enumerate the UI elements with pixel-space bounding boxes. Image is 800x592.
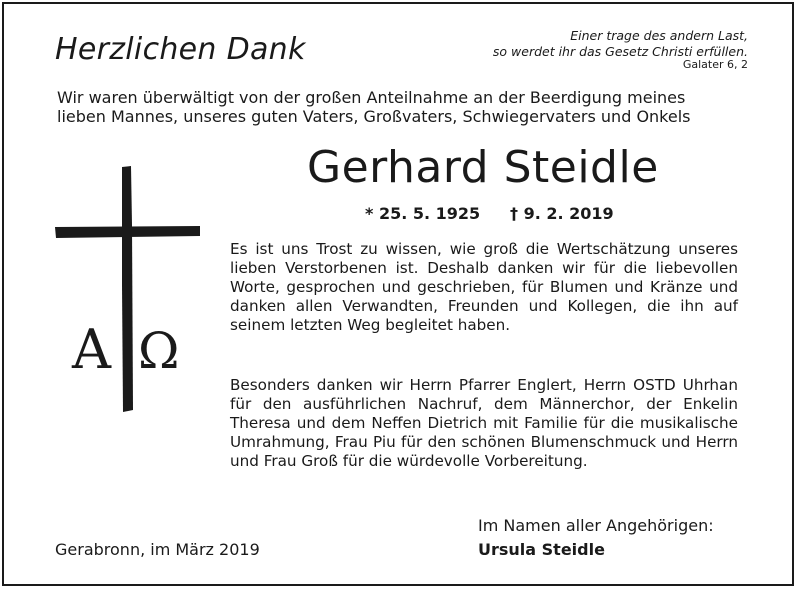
omega-glyph: Ω bbox=[138, 322, 180, 380]
signature-intro: Im Namen aller Angehörigen: bbox=[478, 516, 714, 535]
place-date: Gerabronn, im März 2019 bbox=[55, 540, 260, 559]
quote-reference: Galater 6, 2 bbox=[682, 58, 748, 71]
cross-vertical-beam bbox=[122, 166, 133, 412]
death-date: † 9. 2. 2019 bbox=[510, 204, 614, 223]
headline: Herzlichen Dank bbox=[55, 32, 306, 67]
deceased-name: Gerhard Steidle bbox=[307, 142, 659, 193]
quote-line-2: so werdet ihr das Gesetz Christi erfüllen. bbox=[492, 44, 748, 59]
bible-quote bbox=[493, 28, 748, 60]
quote-line-1: Einer trage des andern Last, bbox=[570, 28, 748, 43]
cross-alpha-omega-icon bbox=[52, 165, 202, 415]
thanks-paragraph-1: Es ist uns Trost zu wissen, wie groß die Wertschätzung unseres lieben Verstorbenen ist. Deshalb danken wir für die liebevollen Worte, gesprochen und geschrieben, für Blumen und Kränze und danken allen Verwandten, Freunden und Kollegen, die ihn auf seinem letzten Weg begleitet haben. bbox=[230, 240, 738, 334]
alpha-glyph: A bbox=[72, 318, 111, 381]
thanks-paragraph-2: Besonders danken wir Herrn Pfarrer Englert, Herrn OSTD Uhrhan für den ausführlichen Nachruf, dem Männerchor, der Enkelin Theresa und dem Neffen Dietrich mit Familie für die musikalische Umrahmung, Frau Piu für den schönen Blumenschmuck und Herrn und Frau Groß für die würdevolle Vorbereitung. bbox=[230, 376, 738, 470]
signature-name: Ursula Steidle bbox=[478, 540, 605, 559]
intro-line-2: lieben Mannes, unseres guten Vaters, Großvaters, Schwiegervaters und Onkels bbox=[57, 107, 691, 126]
intro-text bbox=[57, 88, 691, 126]
intro-line-1: Wir waren überwältigt von der großen Anteilnahme an der Beerdigung meines bbox=[57, 88, 686, 107]
birth-date: * 25. 5. 1925 bbox=[365, 204, 481, 223]
cross-horizontal-beam bbox=[55, 226, 200, 238]
